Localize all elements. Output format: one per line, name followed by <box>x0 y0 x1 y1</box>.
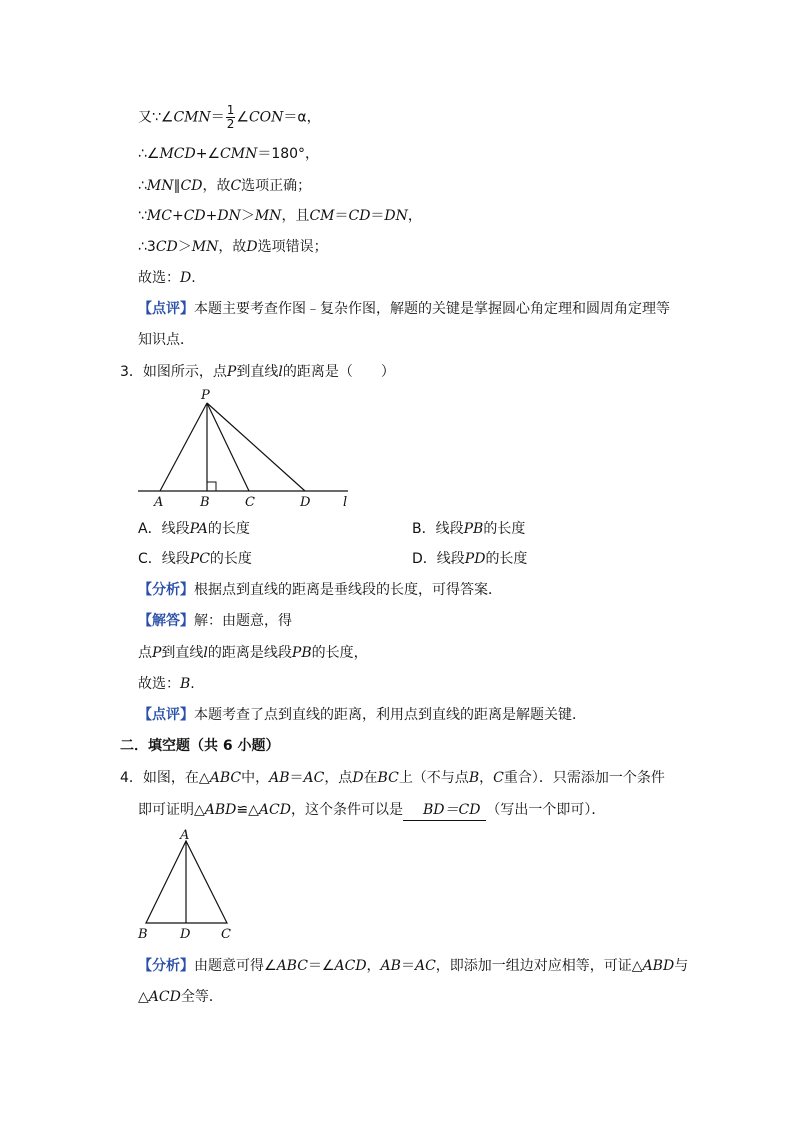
text: B．线段 <box>412 521 464 537</box>
text: 根据点到直线的距离是垂线段的长度，可得答案． <box>194 582 502 598</box>
text: △ <box>138 989 149 1005</box>
solution-choice <box>138 268 196 288</box>
figure-triangle-abc <box>135 826 245 944</box>
label-d: D <box>180 927 191 942</box>
math-var: AB <box>380 958 401 974</box>
text: 到直线 <box>161 645 204 661</box>
label-a: A <box>154 495 164 510</box>
text: D．线段 <box>412 551 465 567</box>
text: ，故 <box>202 178 231 194</box>
math-var: C <box>493 770 504 786</box>
question-4-stem <box>120 768 665 788</box>
math-var: l <box>278 364 283 380</box>
answer-q3-line2 <box>138 643 368 663</box>
math-var: P <box>226 364 237 380</box>
comment-q2-cont <box>138 330 194 350</box>
math-var: AC <box>414 958 436 974</box>
question-4-stem-line2 <box>138 800 605 821</box>
text: ＝ <box>400 958 415 974</box>
label-c: C <box>221 927 231 942</box>
math-var: DN <box>384 208 408 224</box>
text: ∴∠ <box>138 146 160 162</box>
label-l: l <box>343 495 348 510</box>
text: A．线段 <box>138 521 190 537</box>
text: 故选： <box>138 270 180 286</box>
option-a[interactable] <box>138 519 250 539</box>
text: 如图所示，点 <box>142 364 227 380</box>
question-number: 3． <box>120 364 143 380</box>
analysis-tag: 【分析】 <box>138 582 194 598</box>
text: ≌ <box>236 802 249 818</box>
label-a: A <box>180 828 190 843</box>
label-c: C <box>245 495 255 510</box>
text: 与 <box>674 958 689 974</box>
math-var: MN <box>146 178 174 194</box>
text: ＝ <box>289 770 304 786</box>
text: 本题考查了点到直线的距离，利用点到直线的距离是解题关键． <box>194 707 586 723</box>
math-var: AB <box>269 770 290 786</box>
math-var: CM <box>309 208 335 224</box>
math-var: ABD <box>204 802 237 818</box>
math-var: PA <box>189 521 208 537</box>
math-var: MCD <box>159 146 196 162</box>
text: △ <box>248 802 259 818</box>
text: ， <box>407 208 422 224</box>
text: 知识点． <box>138 332 194 348</box>
segment-pc <box>207 403 249 491</box>
solution-line-4 <box>138 206 422 226</box>
answer-tag: 【解答】 <box>138 613 194 629</box>
label-b: B <box>138 927 148 942</box>
math-var: CD <box>155 239 178 255</box>
comment-tag: 【点评】 <box>138 301 194 317</box>
math-var: MC+CD+DN <box>146 208 241 224</box>
math-var: PD <box>464 551 486 567</box>
math-var: B <box>180 676 191 692</box>
right-angle-mark <box>207 482 216 491</box>
text: 在 <box>363 770 378 786</box>
figure-point-to-line <box>130 384 360 514</box>
text: 如图，在△ <box>142 770 210 786</box>
text: 即可证明△ <box>138 802 205 818</box>
text: 点 <box>138 645 152 661</box>
math-var: MN <box>191 239 219 255</box>
section-title: 二．填空题（共 6 小题） <box>120 738 280 754</box>
math-var: CMN <box>173 109 211 126</box>
choice-q3 <box>138 674 195 694</box>
math-var: ABC <box>209 770 242 786</box>
text: ＝ <box>210 109 225 126</box>
analysis-tag: 【分析】 <box>138 958 194 974</box>
text: 的长度 <box>483 521 526 537</box>
text: 故选： <box>138 676 180 692</box>
text: ，且 <box>281 208 310 224</box>
math-var: D <box>352 770 364 786</box>
text: 选项正确； <box>241 178 312 194</box>
math-var: D <box>246 239 258 255</box>
option-c[interactable] <box>138 549 252 569</box>
text: 选项错误； <box>257 239 328 255</box>
answer-blank: BD＝CD <box>403 800 486 821</box>
segment-pd <box>207 403 305 491</box>
text: 由题意可得∠ <box>194 958 277 974</box>
comment-q3 <box>138 705 586 725</box>
analysis-q4-line2 <box>138 987 223 1007</box>
question-number: 4． <box>120 770 143 786</box>
text: ， <box>366 958 381 974</box>
math-var: PB <box>291 645 312 661</box>
math-var: AC <box>303 770 325 786</box>
text: ， <box>479 770 494 786</box>
math-var: C <box>230 178 242 194</box>
math-var: ABC <box>276 958 308 974</box>
solution-line-1 <box>138 104 321 131</box>
label-b: B <box>200 495 210 510</box>
text: ∥ <box>173 178 181 194</box>
text: ＝∠ <box>307 958 335 974</box>
math-var: ACD <box>334 958 367 974</box>
comment-q2 <box>138 299 670 319</box>
text: ∵ <box>138 208 147 224</box>
text: 又∵∠ <box>138 109 174 126</box>
text: ∴3 <box>138 239 156 255</box>
option-b[interactable] <box>412 519 525 539</box>
solution-line-2 <box>138 144 319 164</box>
math-var: CD <box>180 178 203 194</box>
text: 的长度 <box>207 521 250 537</box>
text: +∠ <box>195 146 221 162</box>
text: ＝180°， <box>257 146 320 162</box>
math-var: CON <box>248 109 284 126</box>
math-var: CD <box>348 208 371 224</box>
math-var: PB <box>463 521 484 537</box>
text: 解：由题意，得 <box>194 613 292 629</box>
comment-tag: 【点评】 <box>138 707 194 723</box>
math-var: CMN <box>220 146 258 162</box>
text: 重合）．只需添加一个条件 <box>503 770 665 786</box>
text: . <box>190 676 195 692</box>
solution-line-3 <box>138 176 311 196</box>
text: ∠ <box>236 109 249 126</box>
math-var: B <box>468 770 480 786</box>
fraction-denominator: 2 <box>226 117 235 131</box>
text: ，点 <box>324 770 353 786</box>
label-p: P <box>201 388 210 403</box>
text: 本题主要考查作图﹣复杂作图，解题的关键是掌握圆心角定理和圆周角定理等 <box>194 301 670 317</box>
solution-line-5 <box>138 237 328 257</box>
label-d: D <box>300 495 311 510</box>
math-var: l <box>203 645 208 661</box>
math-var: D <box>180 270 192 286</box>
math-var: BC <box>377 770 399 786</box>
text: ＝ <box>370 208 385 224</box>
analysis-q4 <box>138 956 688 976</box>
text: ＝α， <box>283 109 321 126</box>
answer-q3 <box>138 611 292 631</box>
math-var: ACD <box>258 802 291 818</box>
math-var: PC <box>189 551 210 567</box>
analysis-q3 <box>138 580 502 600</box>
fraction-one-half <box>226 104 236 131</box>
math-var: ACD <box>148 989 181 1005</box>
text: 上（不与点 <box>398 770 469 786</box>
text: 中， <box>241 770 270 786</box>
segment-pa <box>160 403 207 491</box>
question-3-stem <box>120 362 395 382</box>
text: ，即添加一组边对应相等，可证△ <box>435 958 643 974</box>
text: ，故 <box>218 239 247 255</box>
text: （写出一个即可）． <box>486 802 606 818</box>
text: ＞ <box>240 208 255 224</box>
text: 到直线 <box>236 364 279 380</box>
math-var: ABD <box>642 958 675 974</box>
text: 的长度 <box>485 551 528 567</box>
text: ＞ <box>177 239 192 255</box>
text: ∴ <box>138 178 147 194</box>
math-var: P <box>152 645 162 661</box>
text: . <box>191 270 196 286</box>
option-d[interactable] <box>412 549 527 569</box>
text: 的距离是（ ） <box>282 364 395 380</box>
text: 的长度， <box>311 645 368 661</box>
text: 的距离是线段 <box>207 645 292 661</box>
fraction-numerator: 1 <box>226 103 235 117</box>
math-var: MN <box>254 208 282 224</box>
text: C．线段 <box>138 551 190 567</box>
text: 的长度 <box>209 551 252 567</box>
text: ＝ <box>334 208 349 224</box>
text: ，这个条件可以是 <box>290 802 403 818</box>
text: 全等． <box>180 989 223 1005</box>
